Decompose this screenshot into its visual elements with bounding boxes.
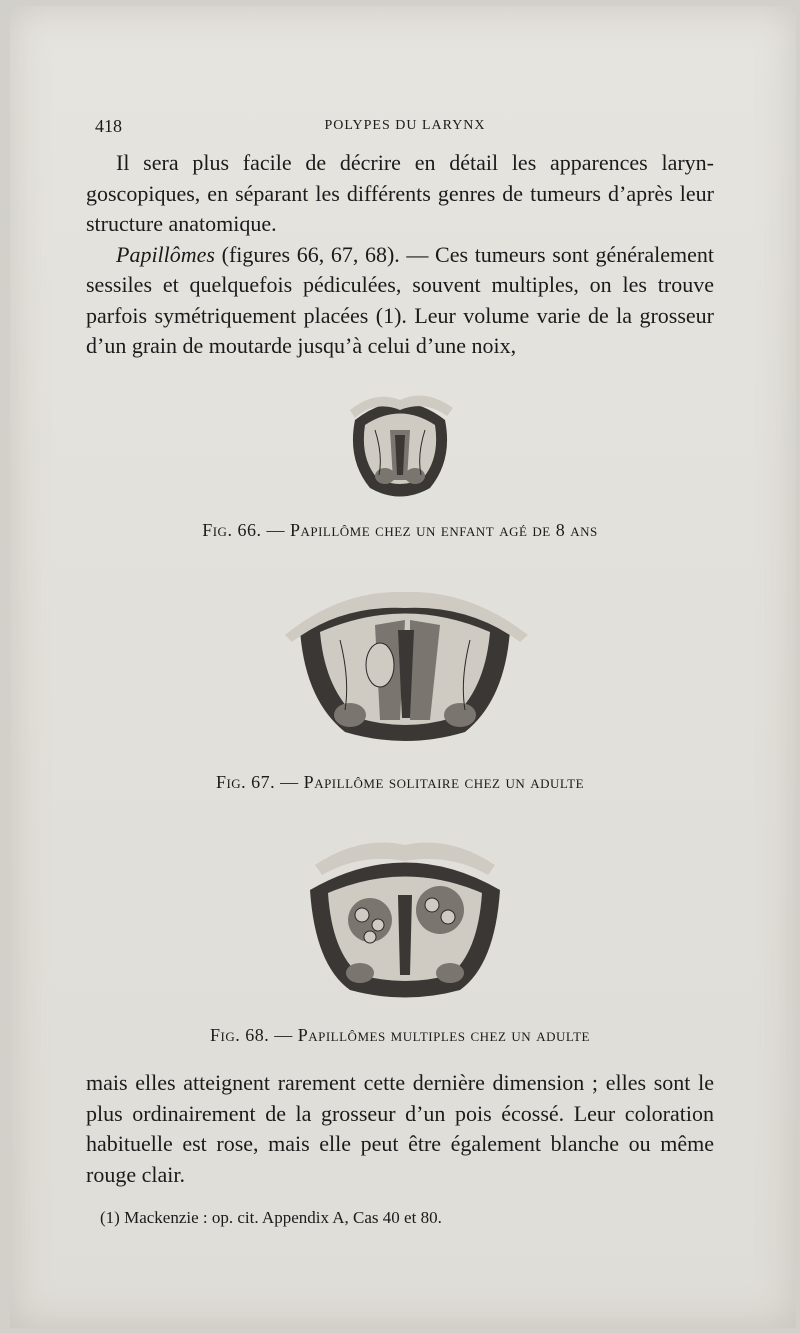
footnote: (1) Mackenzie : op. cit. Appendix A, Cas 40 et 80. [100,1208,442,1227]
continuation-text [86,1068,714,1190]
paragraph-2-text: (figures 66, 67, 68). — Ces tumeurs sont généralement sessiles et quelquefois pédiculées, souvent multiples, on les trouve parfois symétriquement placées (1). Leur volume varie de la grosseur d’un grain de moutarde jusqu’à celui d’une noix, [86,241,714,358]
figure-66-illustration [335,380,465,505]
intro-text [86,148,714,362]
figure-67-illustration [280,570,530,750]
paragraph-3: mais elles atteignent rarement cette dernière dimension ; elles sont le plus ordinairement de la grosseur d’un pois écossé. Leur coloration habituelle est rose, mais elle peut être également blanche ou même rouge clair. [86,1070,714,1187]
running-title: POLYPES DU LARYNX [324,118,486,133]
term-papillomes: Papillômes [116,241,215,267]
figure-68-illustration [300,825,510,1005]
paragraph-2 [86,240,714,362]
page-header [95,116,715,140]
figure-68-caption: Fig. 68. — Papillômes multiples chez un adulte [209,1025,590,1045]
page-number: 418 [95,116,122,136]
figure-67-caption: Fig. 67. — Papillôme solitaire chez un adulte [215,772,585,792]
figure-66-caption: Fig. 66. — Papillôme chez un enfant agé de 8 ans [202,520,598,540]
paragraph-1: Il sera plus facile de décrire en détail les apparences laryn-goscopiques, en séparant les différents genres de tumeurs d’après leur structure anatomique. [86,150,714,236]
